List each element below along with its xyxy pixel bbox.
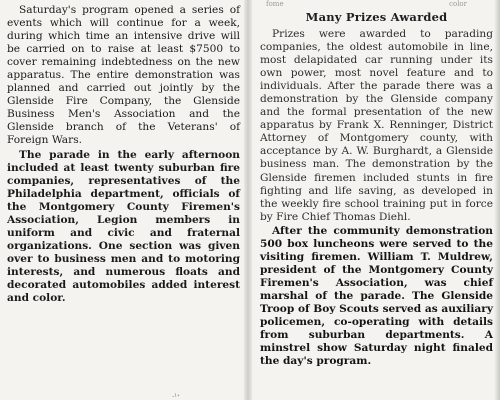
page-edge-shadow: [494, 0, 500, 400]
right-paragraph-luncheons: After the community demonstration 500 box luncheons were served to the visiting firemen. William T. Muldrew, president of the Montgomery County Firemen's Association, was chief marshal of the parade. The Glenside Troop of Boy Scouts served as auxiliary policemen, co-operating with details from suburban departments. A minstrel show Saturday night finaled the day's program.: [260, 224, 493, 368]
left-paragraph-intro: Saturday's program opened a series of events which will continue for a week, during which time an intensive drive will be carried on to raise at least $7500 to cover remaining indebtedness on the new apparatus. The entire demonstration was planned and carried out jointly by the Glenside Fire Company, the Glenside Business Men's Association and the Glenside branch of the Veterans' of Foreign Wars.: [7, 4, 240, 147]
left-paragraph-parade: The parade in the early afternoon included at least twenty suburban fire companies, representatives of the Philadelphia department, officials of the Montgomery County Firemen's Association, Legion members in uniform and civic and fraternal organizations. One section was given over to business men and to motoring interests, and numerous floats and decorated automobiles added interest and color.: [7, 148, 240, 305]
right-article-column: [260, 0, 493, 368]
right-paragraph-prizes: Prizes were awarded to parading companies, the oldest automobile in line, most delapidated car running under its own power, most novel feature and to individuals. After the parade there was a demonstration by the Glenside company and the formal presentation of the new apparatus by Frank X. Renninger, District Attorney of Montgomery county, with acceptance by A. W. Burghardt, a Glenside business man. The demonstration by the Glenside firemen included stunts in fire fighting and life saving, as developed in the weekly fire school training put in force by Fire Chief Thomas Diehl.: [260, 28, 493, 223]
column-gutter: [244, 0, 252, 400]
cut-off-header-fragment: [260, 0, 493, 8]
section-headline: Many Prizes Awarded: [305, 10, 448, 24]
clipping-mark: ·¹ᐩ: [172, 393, 180, 400]
header-fragment-right: color: [449, 0, 467, 8]
header-fragment-left: fome: [266, 0, 284, 8]
left-article-column: [7, 4, 240, 305]
